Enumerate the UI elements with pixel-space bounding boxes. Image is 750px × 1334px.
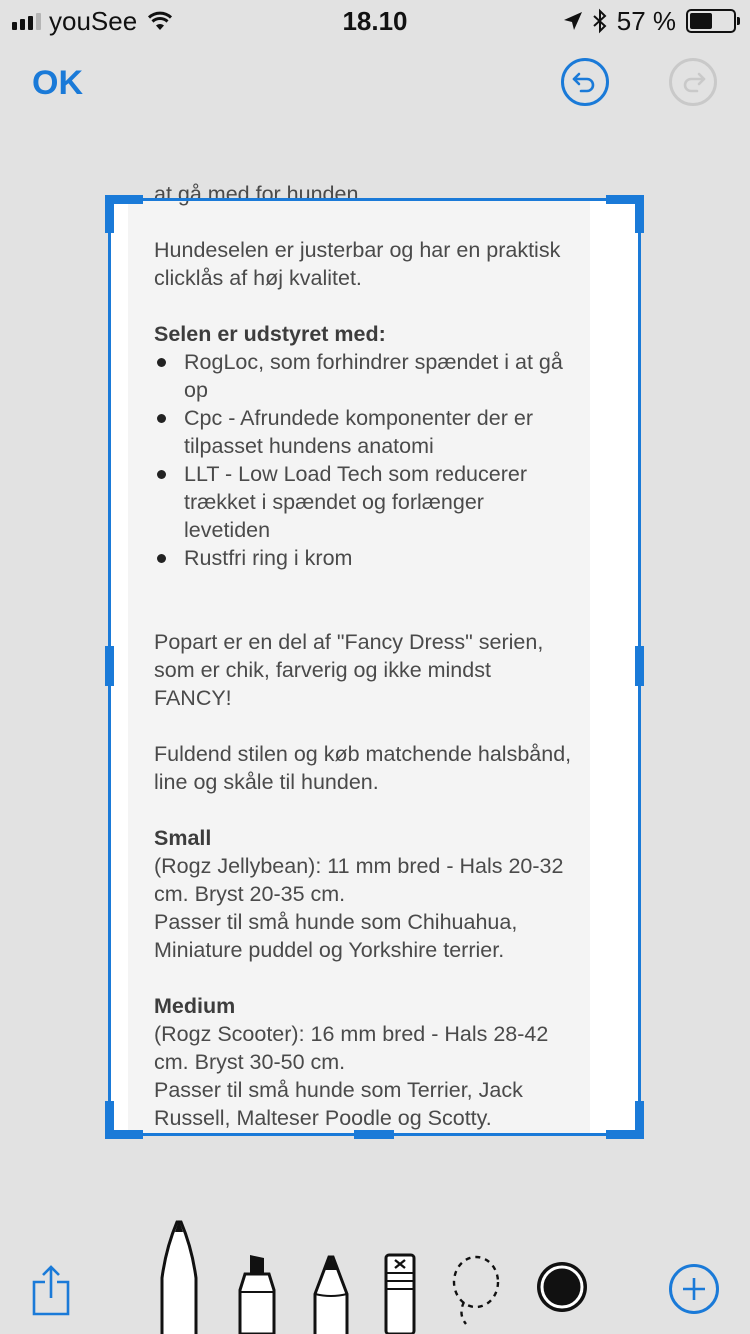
add-icon xyxy=(681,1276,707,1302)
small-line-1: (Rogz Jellybean): 11 mm bred - Hals 20-32 cm. Bryst 20-35 cm. xyxy=(154,854,564,906)
medium-line-1: (Rogz Scooter): 16 mm bred - Hals 28-42 cm. Bryst 30-50 cm. xyxy=(154,1022,549,1074)
bluetooth-icon xyxy=(593,9,607,33)
features-list xyxy=(154,348,574,572)
partial-line: at gå med for hunden. xyxy=(154,182,365,206)
location-icon xyxy=(563,11,583,31)
ok-button[interactable]: OK xyxy=(32,64,83,102)
paragraph-1: Hundeselen er justerbar og har en praktisk clicklås af høj kvalitet. xyxy=(154,238,561,290)
document-text xyxy=(154,180,574,1132)
undo-button[interactable] xyxy=(561,58,609,106)
add-button[interactable] xyxy=(669,1264,719,1314)
medium-line-2: Passer til små hunde som Terrier, Jack Russell, Malteser Poodle og Scotty. xyxy=(154,1078,523,1130)
crop-handle-bottom[interactable] xyxy=(354,1130,394,1139)
status-left xyxy=(12,6,173,36)
carrier-name: youSee xyxy=(49,5,138,36)
status-right xyxy=(563,6,736,36)
wifi-icon xyxy=(147,10,173,32)
list-item: LLT - Low Load Tech som reducerer trækket i spændet og forlænger levetiden xyxy=(154,460,574,544)
crop-handle-top-right[interactable] xyxy=(606,195,644,204)
share-icon[interactable] xyxy=(32,1264,70,1316)
list-item: Rustfri ring i krom xyxy=(154,544,574,572)
document-page[interactable] xyxy=(108,182,641,1136)
pen-icon[interactable] xyxy=(158,1218,200,1334)
crop-handle-bottom-left[interactable] xyxy=(105,1130,143,1139)
small-line-2: Passer til små hunde som Chihuahua, Miniature puddel og Yorkshire terrier. xyxy=(154,910,518,962)
list-item: Cpc - Afrundede komponenter der er tilpasset hundens anatomi xyxy=(154,404,574,460)
undo-icon xyxy=(572,70,598,94)
marker-icon[interactable] xyxy=(236,1252,280,1334)
redo-button[interactable] xyxy=(669,58,717,106)
list-item: RogLoc, som forhindrer spændet i at gå op xyxy=(154,348,574,404)
eraser-icon[interactable] xyxy=(384,1253,416,1334)
paragraph-3: Fuldend stilen og køb matchende halsbånd, line og skåle til hunden. xyxy=(154,742,572,794)
paragraph-2: Popart er en del af "Fancy Dress" serien, som er chik, farverig og ikke mindst FANCY! xyxy=(154,630,544,710)
crop-handle-left[interactable] xyxy=(105,646,114,686)
features-heading: Selen er udstyret med: xyxy=(154,322,386,346)
medium-heading: Medium xyxy=(154,994,236,1018)
pencil-icon[interactable] xyxy=(312,1254,350,1334)
crop-handle-right[interactable] xyxy=(635,646,644,686)
small-heading: Small xyxy=(154,826,212,850)
redo-icon xyxy=(680,70,706,94)
crop-handle-bottom-right[interactable] xyxy=(606,1130,644,1139)
status-time: 18.10 xyxy=(342,6,408,36)
status-bar xyxy=(0,0,750,44)
color-picker-icon[interactable] xyxy=(535,1260,589,1314)
signal-icon xyxy=(12,12,41,30)
document-content xyxy=(128,182,590,1136)
battery-icon xyxy=(686,9,736,33)
crop-handle-top-left[interactable] xyxy=(105,195,143,204)
lasso-icon[interactable] xyxy=(448,1254,504,1326)
battery-percent: 57 % xyxy=(616,5,676,36)
